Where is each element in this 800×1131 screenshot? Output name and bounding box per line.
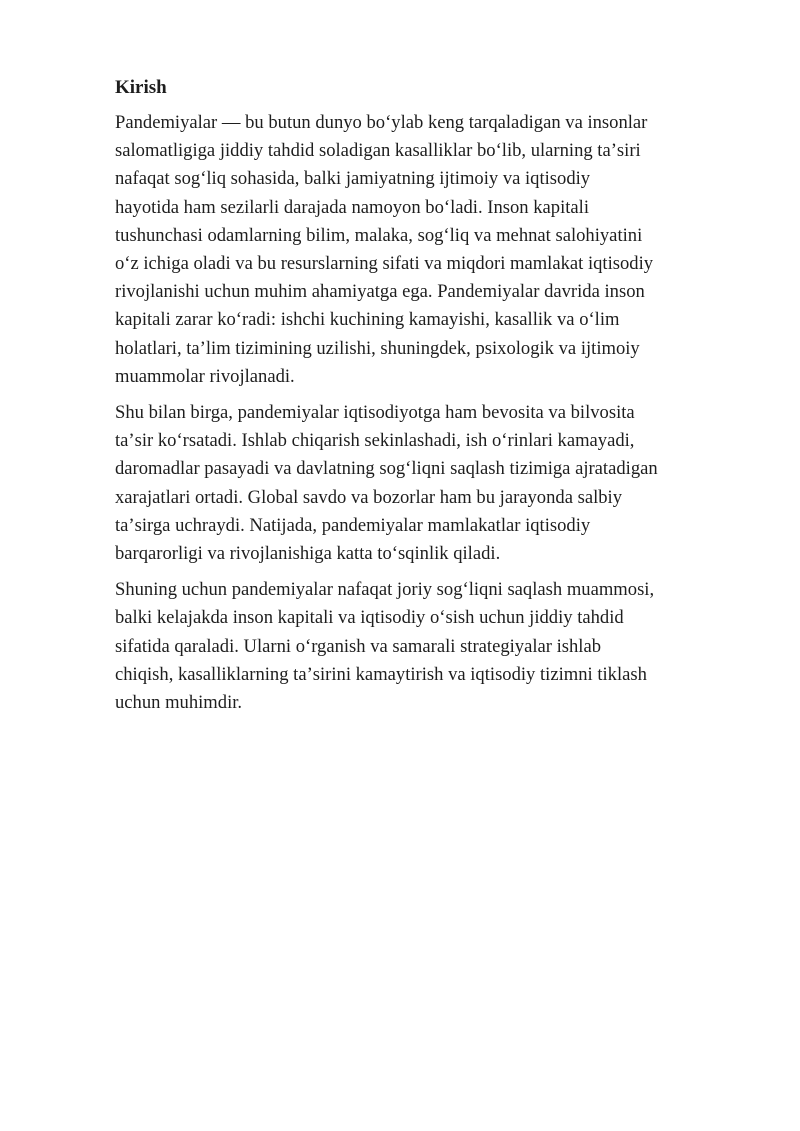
text-line: Pandemiyalar — bu butun dunyo boʻylab keng tarqaladigan va insonlar [115,112,648,133]
document-body [115,74,745,725]
text-line: sifatida qaraladi. Ularni oʻrganish va samarali strategiyalar ishlab [115,635,602,657]
text-line: nafaqat sogʻliq sohasida, balki jamiyatning ijtimoiy va iqtisodiy [115,168,591,190]
text-line: tushunchasi odamlarning bilim, malaka, sogʻliq va mehnat salohiyatini [115,224,643,246]
text-line: muammolar rivojlanadi. [115,365,295,387]
text-line: hayotida ham sezilarli darajada namoyon boʻladi. Inson kapitali [115,196,589,218]
text-line: uchun muhimdir. [115,692,243,714]
text-line: oʻz ichiga oladi va bu resurslarning sifati va miqdori mamlakat iqtisodiy [115,253,654,275]
section-heading: Kirish [115,77,167,98]
text-line: xarajatlari ortadi. Global savdo va bozorlar ham bu jarayonda salbiy [115,486,623,508]
text-line: taʼsirga uchraydi. Natijada, pandemiyalar mamlakatlar iqtisodiy [115,514,591,536]
text-line: barqarorligi va rivojlanishiga katta toʻsqinlik qiladi. [115,543,501,565]
text-line: holatlari, taʼlim tizimining uzilishi, shuningdek, psixologik va ijtimoiy [115,337,640,359]
text-line: balki kelajakda inson kapitali va iqtisodiy oʻsish uchun jiddiy tahdid [115,607,624,629]
paragraph-1 [115,109,745,391]
text-line: kapitali zarar koʻradi: ishchi kuchining kamayishi, kasallik va oʻlim [115,309,620,331]
text-line: daromadlar pasayadi va davlatning sogʻliqni saqlash tizimiga ajratadigan [115,458,658,480]
text-line: rivojlanishi uchun muhim ahamiyatga ega. Pandemiyalar davrida inson [115,281,645,303]
text-line: chiqish, kasalliklarning taʼsirini kamaytirish va iqtisodiy tizimni tiklash [115,663,647,685]
text-line: taʼsir koʻrsatadi. Ishlab chiqarish sekinlashadi, ish oʻrinlari kamayadi, [115,430,635,452]
text-line: Shuning uchun pandemiyalar nafaqat joriy sogʻliqni saqlash muammosi, [115,579,655,601]
text-line: Shu bilan birga, pandemiyalar iqtisodiyotga ham bevosita va bilvosita [115,402,635,424]
paragraph-3 [115,576,745,717]
paragraph-2 [115,399,745,568]
text-line: salomatligiga jiddiy tahdid soladigan kasalliklar boʻlib, ularning taʼsiri [115,140,641,162]
